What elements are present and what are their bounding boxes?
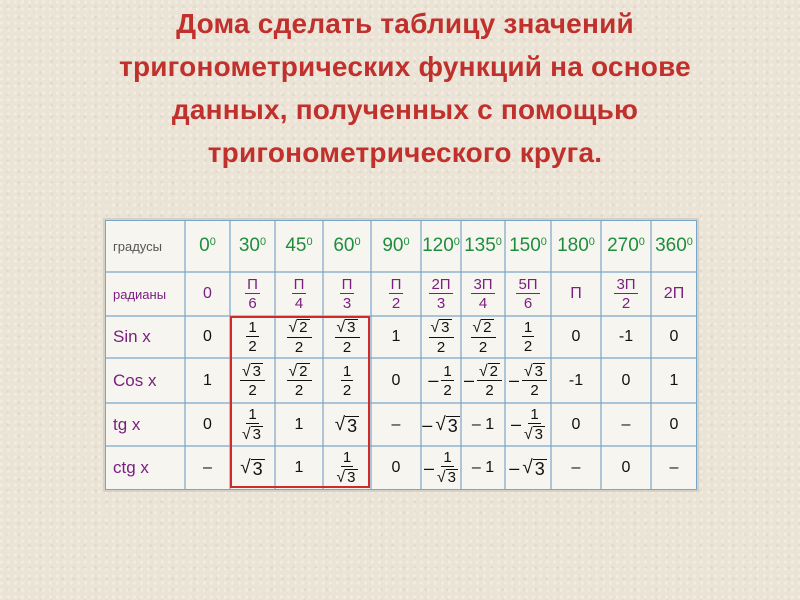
fraction: [614, 277, 637, 311]
row-label-text: радианы: [113, 286, 167, 302]
numerator: [522, 363, 547, 382]
value-text: -1: [618, 328, 634, 345]
value-text: – √ 3: [509, 457, 545, 480]
numerator: [441, 364, 453, 381]
value-text: 2П: [663, 285, 685, 302]
value-text: 0: [203, 415, 212, 433]
degree-cell: [651, 220, 697, 272]
denominator: [530, 381, 538, 398]
denominator: [443, 381, 451, 398]
degree-mark: 0: [260, 236, 267, 248]
degree-mark: 0: [540, 236, 547, 248]
numerator-text: 2П: [431, 276, 451, 293]
tg-value-cell: [275, 403, 323, 446]
radian-cell: [551, 272, 601, 316]
radian-cell: [651, 272, 697, 316]
value-text: 1: [203, 371, 212, 389]
numerator: [341, 450, 353, 467]
denominator-text: 2: [342, 381, 352, 399]
fraction: [389, 277, 404, 311]
denominator-text: 2: [523, 338, 533, 355]
numerator: [246, 320, 258, 337]
sin-value-cell: [551, 316, 601, 358]
fraction: [429, 277, 452, 311]
denominator: [248, 294, 256, 311]
cos-value-cell: [371, 358, 421, 403]
cos-value-cell: [230, 358, 275, 403]
numerator-text: П: [390, 276, 402, 293]
degree-value: 60: [333, 235, 355, 256]
row-label-text: ctg x: [113, 458, 149, 477]
trig-values-table: [103, 218, 699, 492]
numerator-text: 5П: [518, 276, 538, 293]
fraction: [471, 277, 494, 311]
denominator-text: 2: [443, 381, 452, 399]
value-text: 0: [203, 328, 212, 345]
row-label-degrees: [105, 220, 193, 272]
numerator-text: 1: [342, 449, 352, 467]
numerator-text: П: [247, 276, 258, 293]
degree-value: 135: [464, 235, 496, 256]
value-text: 0: [621, 371, 631, 389]
denominator-text: 2: [248, 382, 257, 400]
sin-value-cell: [371, 316, 421, 358]
sin-value-cell: [230, 316, 275, 358]
degree-value: 270: [607, 235, 639, 256]
degree-cell: [275, 220, 323, 272]
cos-value-cell: [275, 358, 323, 403]
degree-value: 180: [557, 235, 589, 256]
numerator-text: √ 2: [288, 319, 308, 337]
row-label-text: tg x: [113, 414, 141, 434]
degree-value: 150: [509, 235, 541, 256]
value-text: 1: [294, 459, 304, 476]
numerator-text: √ 2: [472, 319, 492, 337]
numerator-text: √ 3: [430, 319, 450, 337]
sin-value-cell: [185, 316, 230, 358]
denominator-text: 4: [478, 295, 488, 312]
value-text: –: [571, 459, 581, 476]
numerator-text: П: [293, 276, 305, 293]
value-text: 0: [669, 328, 679, 345]
value-text: 1: [294, 415, 304, 433]
denominator-text: √ 3: [437, 469, 456, 487]
ctg-value-cell: [230, 446, 275, 490]
numerator: [528, 407, 540, 424]
denominator-text: 3: [342, 295, 352, 312]
value-text: –: [621, 415, 631, 433]
degree-cell: [505, 220, 551, 272]
denominator-text: 2: [530, 382, 539, 400]
numerator: [287, 319, 312, 338]
value-text: 0: [571, 328, 581, 345]
sin-value-cell: [461, 316, 505, 358]
degree-mark: 0: [306, 236, 313, 248]
minus-sign: –: [510, 414, 521, 434]
degree-cell: [601, 220, 651, 272]
value-text: – √ 3: [422, 413, 458, 436]
numerator-text: П: [341, 276, 353, 293]
value-text: √ 3: [240, 457, 263, 480]
value-text: –: [669, 459, 679, 476]
denominator-text: 2: [342, 338, 352, 356]
denominator: [242, 424, 263, 443]
denominator: [343, 338, 351, 355]
tg-value-cell: [505, 403, 551, 446]
cos-value-cell: [185, 358, 230, 403]
degree-cell: [185, 220, 230, 272]
degree-value: 90: [382, 235, 404, 256]
tg-value-cell: [323, 403, 371, 446]
degree-cell: [421, 220, 461, 272]
fraction: [340, 277, 355, 311]
numerator-text: 1: [248, 405, 257, 423]
cos-value-cell: [421, 358, 461, 403]
denominator: [485, 381, 493, 398]
denominator-text: √ 3: [242, 425, 261, 443]
numerator: [341, 364, 353, 381]
numerator: [429, 319, 454, 338]
row-label-text: Cos x: [113, 370, 157, 390]
sin-value-cell: [275, 316, 323, 358]
fraction: [287, 363, 312, 399]
numerator-text: 1: [443, 362, 452, 380]
value-text: 0: [391, 371, 401, 389]
row-label-text: Sin x: [113, 327, 151, 346]
degree-mark: 0: [403, 236, 410, 248]
value-text: –: [391, 415, 401, 433]
ctg-value-cell: [601, 446, 651, 490]
numerator: [471, 277, 494, 294]
fraction: [524, 407, 545, 443]
denominator: [337, 467, 358, 486]
numerator: [614, 277, 637, 294]
row-label-tg: [105, 403, 193, 446]
numerator: [335, 319, 360, 338]
denominator-text: 6: [523, 295, 533, 312]
minus-sign: –: [428, 370, 439, 390]
degree-value: 0: [199, 235, 210, 256]
value-text: √ 3: [334, 413, 358, 436]
tg-value-cell: [601, 403, 651, 446]
numerator: [246, 407, 258, 424]
ctg-value-cell: [551, 446, 601, 490]
numerator-text: √ 3: [336, 319, 356, 337]
denominator: [295, 381, 303, 398]
numerator: [477, 363, 502, 382]
denominator: [392, 294, 400, 311]
fraction: [471, 319, 496, 355]
minus-sign: –: [508, 370, 519, 390]
radian-cell: [601, 272, 651, 316]
value-text: 0: [621, 459, 631, 476]
fraction: [516, 277, 539, 311]
value-text: 0: [203, 285, 212, 302]
denominator: [524, 424, 545, 443]
denominator-text: 4: [294, 295, 304, 312]
sin-value-cell: [421, 316, 461, 358]
denominator-text: 2: [294, 382, 304, 400]
fraction: [441, 364, 453, 398]
tg-value-cell: [371, 403, 421, 446]
ctg-value-cell: [275, 446, 323, 490]
cos-value-cell: [551, 358, 601, 403]
ctg-value-cell: [421, 446, 461, 490]
ctg-value-cell: [651, 446, 697, 490]
denominator: [524, 337, 532, 354]
tg-value-cell: [230, 403, 275, 446]
value-text: -1: [568, 371, 584, 389]
fraction: [341, 364, 353, 398]
fraction: [245, 277, 260, 311]
cos-value-cell: [505, 358, 551, 403]
numerator-text: 1: [443, 449, 452, 467]
value-text: П: [570, 285, 582, 302]
denominator-text: 2: [391, 295, 401, 312]
ctg-value-cell: [371, 446, 421, 490]
fraction: [337, 450, 358, 486]
degree-value: 120: [422, 235, 454, 256]
numerator-text: 1: [523, 319, 533, 336]
numerator-text: √ 3: [242, 362, 261, 380]
radian-cell: [275, 272, 323, 316]
numerator: [292, 277, 307, 294]
degree-mark: 0: [354, 236, 361, 248]
denominator: [248, 337, 256, 354]
numerator: [471, 319, 496, 338]
denominator: [437, 338, 445, 355]
fraction: [429, 319, 454, 355]
numerator: [429, 277, 452, 294]
sin-value-cell: [323, 316, 371, 358]
minus-sign: –: [463, 370, 474, 390]
row-label-text: градусы: [113, 238, 162, 254]
cos-value-cell: [461, 358, 505, 403]
numerator-text: 3П: [473, 276, 493, 293]
numerator: [389, 277, 404, 294]
row-label-cos: [105, 358, 193, 403]
tg-value-cell: [421, 403, 461, 446]
denominator: [437, 294, 445, 311]
fraction: [240, 363, 265, 399]
degree-mark: 0: [686, 236, 693, 248]
sin-value-cell: [505, 316, 551, 358]
numerator-text: 1: [530, 405, 539, 423]
cos-value-cell: [651, 358, 697, 403]
denominator-text: 3: [436, 295, 446, 312]
fraction: [287, 319, 312, 355]
degree-cell: [323, 220, 371, 272]
tg-value-cell: [185, 403, 230, 446]
denominator: [479, 294, 487, 311]
degree-mark: 0: [638, 236, 645, 248]
denominator-text: 2: [478, 338, 488, 356]
denominator-text: √ 3: [336, 469, 356, 487]
tg-value-cell: [651, 403, 697, 446]
degree-value: 45: [285, 235, 307, 256]
fraction: [242, 407, 263, 443]
denominator: [343, 294, 351, 311]
radian-cell: [461, 272, 505, 316]
tg-value-cell: [461, 403, 505, 446]
degree-mark: 0: [453, 236, 460, 248]
degree-mark: 0: [209, 236, 216, 248]
fraction: [335, 319, 360, 355]
fraction: [437, 450, 458, 486]
denominator: [479, 338, 487, 355]
radian-cell: [371, 272, 421, 316]
row-label-ctg: [105, 446, 193, 490]
numerator-text: √ 2: [288, 362, 308, 380]
fraction: [246, 320, 258, 354]
degree-mark: 0: [588, 236, 595, 248]
row-label-sin: [105, 316, 193, 358]
denominator: [248, 381, 256, 398]
radian-cell: [505, 272, 551, 316]
degree-value: 30: [238, 235, 260, 256]
numerator-text: 3П: [616, 276, 636, 293]
ctg-value-cell: [185, 446, 230, 490]
fraction: [522, 320, 534, 354]
value-text: 0: [669, 415, 679, 433]
numerator: [287, 363, 312, 382]
numerator-text: 1: [248, 319, 257, 336]
numerator: [240, 363, 265, 382]
ctg-value-cell: [323, 446, 371, 490]
degree-mark: 0: [495, 236, 502, 248]
degree-cell: [461, 220, 505, 272]
value-text: 0: [571, 415, 581, 433]
radian-cell: [421, 272, 461, 316]
value-text: – 1: [471, 415, 495, 433]
value-text: 1: [669, 371, 679, 389]
degree-cell: [371, 220, 421, 272]
denominator: [343, 381, 351, 398]
numerator: [522, 320, 534, 337]
value-text: – 1: [471, 459, 495, 476]
radian-cell: [323, 272, 371, 316]
numerator-text: √ 2: [479, 362, 498, 380]
sin-value-cell: [601, 316, 651, 358]
denominator: [295, 294, 303, 311]
cos-value-cell: [601, 358, 651, 403]
denominator-text: 2: [248, 338, 257, 355]
row-label-radians: [105, 272, 193, 316]
ctg-value-cell: [461, 446, 505, 490]
fraction: [522, 363, 547, 399]
denominator-text: 2: [485, 382, 494, 400]
degree-cell: [230, 220, 275, 272]
value-text: –: [203, 459, 212, 476]
numerator: [245, 277, 260, 294]
numerator-text: 1: [342, 362, 352, 380]
radian-cell: [185, 272, 230, 316]
fraction: [292, 277, 307, 311]
denominator: [622, 294, 630, 311]
numerator: [441, 450, 453, 467]
denominator-text: 6: [248, 295, 257, 312]
fraction: [477, 363, 502, 399]
minus-sign: –: [423, 457, 434, 478]
value-text: 1: [391, 328, 401, 345]
denominator-text: 2: [436, 338, 446, 356]
numerator: [340, 277, 355, 294]
ctg-value-cell: [505, 446, 551, 490]
value-text: 0: [391, 459, 401, 476]
numerator-text: √ 3: [524, 362, 543, 380]
radian-cell: [230, 272, 275, 316]
tg-value-cell: [551, 403, 601, 446]
denominator: [437, 467, 458, 486]
numerator: [516, 277, 539, 294]
page-title: Дома сделать таблицу значений тригонометрических функций на основе данных, полученных с помощью тригонометрического круга.: [119, 8, 691, 168]
denominator: [524, 294, 532, 311]
denominator-text: 2: [621, 295, 631, 312]
degree-value: 360: [655, 235, 687, 256]
denominator: [295, 338, 303, 355]
sin-value-cell: [651, 316, 697, 358]
denominator-text: 2: [294, 338, 304, 356]
denominator-text: √ 3: [524, 425, 543, 443]
cos-value-cell: [323, 358, 371, 403]
degree-cell: [551, 220, 601, 272]
